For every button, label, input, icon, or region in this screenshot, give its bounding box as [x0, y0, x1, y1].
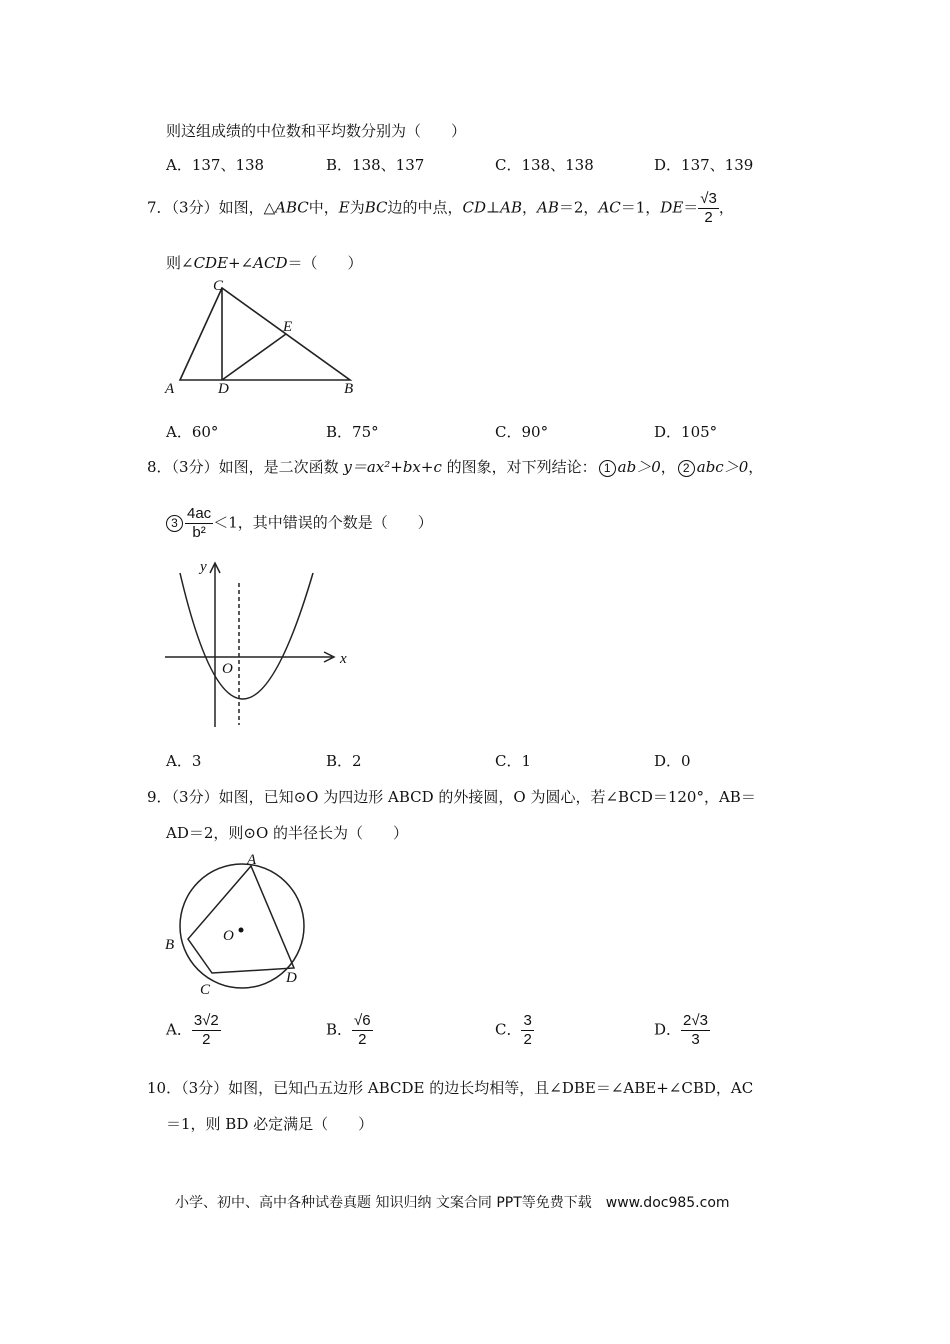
q9-option-b-fraction — [352, 1012, 373, 1049]
q6-option-d: D．137、139 — [654, 156, 754, 174]
q8-option-c: C．1 — [495, 752, 532, 770]
q7-option-a: A．60° — [166, 423, 219, 441]
page-footer: 小学、初中、高中各种试卷真题 知识归纳 文案合同 PPT等免费下载 www.doc985.com — [175, 1195, 730, 1211]
q8-option-b: B．2 — [326, 752, 362, 770]
q10-text: 如图，已知凸五边形 ABCDE 的边长均相等，且∠DBE＝∠ABE+∠CBD，AC — [228, 1079, 754, 1097]
label-origin: O — [222, 661, 233, 677]
q8-number: 8． — [147, 458, 172, 476]
q9-option-c-fraction — [521, 1012, 533, 1049]
quadrilateral-abcd — [188, 866, 294, 973]
q8-text: 如图，是二次函数 — [218, 458, 344, 476]
q10-line1 — [147, 1077, 753, 1098]
q8-fraction — [185, 505, 213, 542]
q8-line1 — [147, 456, 763, 477]
label-c: C — [200, 982, 211, 996]
q8-parabola-figure — [160, 555, 360, 735]
q7-fraction-den: 2 — [704, 209, 713, 226]
q9-option-c-letter: C． — [495, 1020, 522, 1039]
label-e: E — [283, 319, 293, 335]
q7-option-d: D．105° — [654, 423, 718, 441]
q8-fraction-num: 4ac — [187, 505, 212, 522]
q7-text: 中， — [308, 198, 339, 217]
q7-de: DE — [660, 198, 684, 217]
q7-text: ＝2， — [558, 198, 599, 217]
q7-text: ＝ — [683, 198, 699, 217]
q9-line2: AD＝2，则⊙O 的半径长为（ ） — [166, 824, 409, 842]
q9-option-a-letter: A． — [166, 1020, 192, 1039]
segment-de — [222, 334, 286, 380]
q7-text: ， — [522, 198, 538, 217]
q9-option-a — [166, 1012, 221, 1049]
q9-number: 9． — [147, 788, 172, 806]
q8-option-a: A．3 — [166, 752, 202, 770]
q8-text: ， — [660, 458, 676, 476]
q7-fraction-num: √3 — [700, 190, 717, 207]
fraction-den: 2 — [358, 1031, 367, 1048]
q9-option-d-letter: D． — [654, 1020, 682, 1039]
label-o: O — [223, 928, 234, 944]
q7-text: 则∠ — [166, 254, 194, 272]
q7-text: 如图，△ — [218, 198, 276, 217]
q10-score: （3分） — [181, 1079, 229, 1097]
q7-line1 — [147, 190, 734, 227]
q8-statement-1: ab＞0 — [617, 458, 661, 476]
q9-text: 如图，已知⊙O 为四边形 ABCD 的外接圆，O 为圆心，若∠BCD＝120°，AB＝ — [218, 788, 756, 806]
q6-option-a: A．137、138 — [166, 156, 265, 174]
circled-3: 3 — [166, 515, 183, 532]
q7-option-c: C．90° — [495, 423, 549, 441]
q7-cde: CDE — [193, 254, 229, 272]
q8-option-d: D．0 — [654, 752, 691, 770]
q6-option-b: B．138、137 — [326, 156, 425, 174]
q9-option-a-fraction — [192, 1012, 221, 1049]
q9-circle-figure — [160, 848, 320, 996]
q8-text: 的图象，对下列结论： — [441, 458, 597, 476]
q7-ac: AC — [598, 198, 621, 217]
q7-option-b: B．75° — [326, 423, 379, 441]
q7-text: ＝1， — [620, 198, 661, 217]
q7-number: 7． — [147, 198, 172, 217]
fraction-num: 2√3 — [683, 1012, 708, 1029]
fraction-den: 2 — [523, 1031, 532, 1048]
parabola-curve — [180, 573, 313, 699]
triangle-abc — [180, 288, 350, 380]
q7-text: 为 — [349, 198, 365, 217]
fraction-den: 2 — [202, 1031, 211, 1048]
q7-e: E — [338, 198, 350, 217]
q10-number: 10． — [147, 1079, 182, 1097]
label-y: y — [200, 559, 207, 575]
q9-option-d — [654, 1012, 710, 1049]
q9-option-c — [495, 1012, 534, 1049]
q7-text: ＝（ ） — [287, 254, 363, 272]
q7-abc: ABC — [275, 198, 309, 217]
q9-option-d-fraction — [681, 1012, 710, 1049]
q9-score: （3分） — [171, 788, 219, 806]
q9-option-b-letter: B． — [326, 1020, 353, 1039]
label-x: x — [340, 651, 347, 667]
q8-text: ＜1，其中错误的个数是（ ） — [213, 513, 433, 532]
label-b: B — [165, 937, 175, 953]
q6-option-c: C．138、138 — [495, 156, 594, 174]
q6-stem: 则这组成绩的中位数和平均数分别为（ ） — [166, 122, 467, 140]
label-d: D — [286, 970, 297, 986]
q7-fraction — [698, 190, 719, 227]
circled-2: 2 — [678, 460, 695, 477]
center-point — [239, 928, 244, 933]
q7-triangle-figure — [160, 276, 370, 400]
q8-function: y＝ax²+bx+c — [343, 458, 442, 476]
label-c: C — [213, 278, 224, 294]
fraction-num: 3√2 — [193, 1012, 219, 1029]
q7-acd: ACD — [253, 254, 288, 272]
q9-option-b — [326, 1012, 373, 1049]
label-a: A — [247, 852, 257, 868]
label-a: A — [165, 381, 175, 397]
q8-fraction-den: b² — [192, 524, 206, 541]
q7-bc: BC — [364, 198, 388, 217]
fraction-num: 3 — [523, 1012, 532, 1029]
q9-line1 — [147, 786, 756, 807]
q7-cd-perp-ab: CD⊥AB — [462, 198, 523, 217]
label-b: B — [344, 381, 354, 397]
q7-text: ， — [718, 198, 734, 217]
q8-statement-2: abc＞0 — [696, 458, 749, 476]
q7-line2 — [166, 252, 363, 273]
q8-text: ， — [748, 458, 764, 476]
fraction-den: 3 — [691, 1031, 700, 1048]
q8-score: （3分） — [171, 458, 219, 476]
q10-line2: ＝1，则 BD 必定满足（ ） — [166, 1115, 374, 1133]
q7-score: （3分） — [171, 198, 219, 217]
circled-1: 1 — [599, 460, 616, 477]
label-d: D — [218, 381, 229, 397]
fraction-num: √6 — [354, 1012, 371, 1029]
q8-line2 — [164, 505, 433, 542]
q7-text: +∠ — [228, 254, 254, 272]
q7-ab: AB — [537, 198, 559, 217]
q7-text: 边的中点， — [387, 198, 463, 217]
